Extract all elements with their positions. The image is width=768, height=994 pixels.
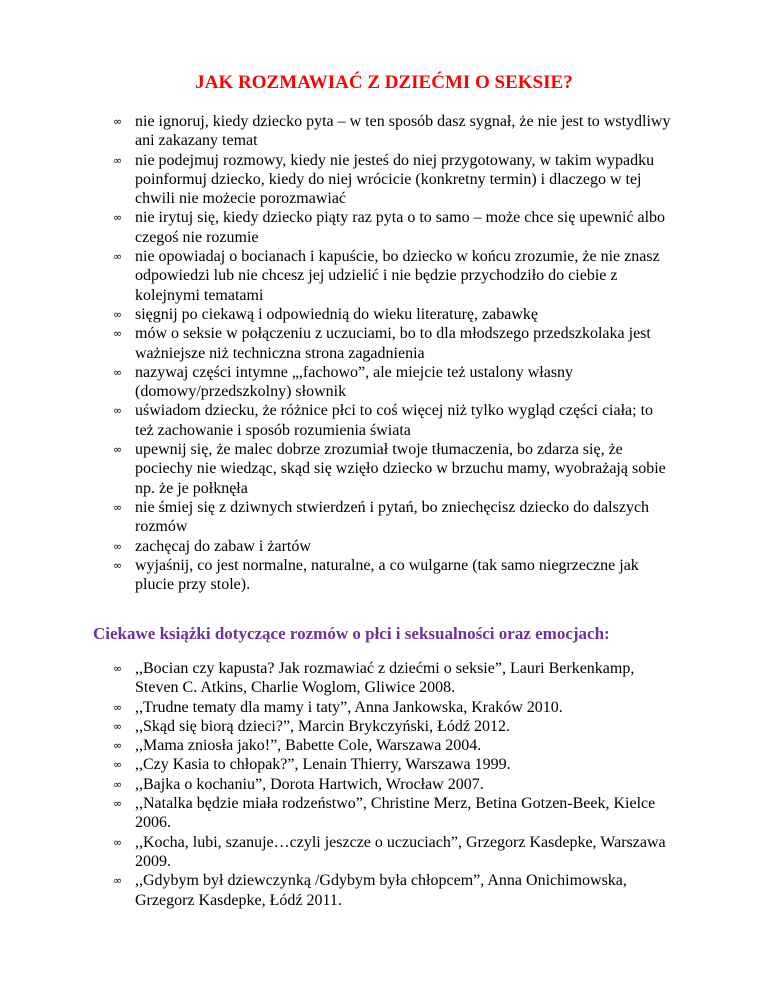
book-text: ,,Bajka o kochaniu”, Dorota Hartwich, Wrocław 2007. bbox=[135, 775, 484, 793]
infinity-bullet-icon: ∞ bbox=[113, 443, 123, 457]
infinity-bullet-icon: ∞ bbox=[113, 115, 123, 128]
book-item bbox=[113, 736, 673, 755]
page-title: JAK ROZMAWIAĆ Z DZIEĆMI O SEKSIE? bbox=[195, 72, 573, 93]
infinity-bullet-icon: ∞ bbox=[113, 539, 123, 553]
book-item bbox=[113, 871, 673, 910]
book-text: ,,Bocian czy kapusta? Jak rozmawiać z dziećmi o seksie”, Lauri Berkenkamp, Steven C. Atkins, Charlie Woglom, Gliwice 2008. bbox=[135, 660, 635, 697]
book-text: ,,Skąd się biorą dzieci?”, Marcin Brykczyński, Łódź 2012. bbox=[135, 717, 510, 735]
infinity-bullet-icon: ∞ bbox=[113, 739, 123, 753]
tip-text: sięgnij po ciekawą i odpowiednią do wieku literaturę, zabawkę bbox=[135, 305, 538, 323]
infinity-bullet-icon: ∞ bbox=[113, 777, 123, 791]
infinity-bullet-icon: ∞ bbox=[113, 307, 123, 321]
tip-item bbox=[113, 556, 673, 595]
infinity-bullet-icon: ∞ bbox=[113, 662, 123, 675]
tip-item bbox=[113, 112, 673, 151]
tip-text: nie podejmuj rozmowy, kiedy nie jesteś do niej przygotowany, w takim wypadku poinformuj dziecko, kiedy do niej wrócicie (konkretny termin) i dlaczego w tej chwili nie możecie porozmawiać bbox=[135, 151, 655, 208]
infinity-bullet-icon: ∞ bbox=[113, 835, 123, 849]
infinity-bullet-icon: ∞ bbox=[113, 153, 123, 167]
infinity-bullet-icon: ∞ bbox=[113, 365, 123, 379]
tip-text: mów o seksie w połączeniu z uczuciami, bo to dla młodszego przedszkolaka jest ważniejsze niż techniczna strona zagadnienia bbox=[135, 325, 651, 362]
infinity-bullet-icon: ∞ bbox=[113, 250, 123, 264]
tip-item bbox=[113, 498, 673, 537]
tip-text: uświadom dziecku, że różnice płci to coś więcej niż tylko wygląd części ciała; to też zachowanie i sposób rozumienia świata bbox=[135, 402, 654, 439]
infinity-bullet-icon: ∞ bbox=[113, 874, 123, 888]
book-text: ,,Natalka będzie miała rodzeństwo”, Christine Merz, Betina Gotzen-Beek, Kielce 2006. bbox=[135, 795, 656, 832]
book-item bbox=[113, 659, 673, 698]
infinity-bullet-icon: ∞ bbox=[113, 327, 123, 341]
tip-item bbox=[113, 305, 673, 324]
tip-text: upewnij się, że malec dobrze zrozumiał twoje tłumaczenia, bo zdarza się, że pociechy nie wiedząc, skąd się wzięło dziecko w brzuchu mamy, wyobrażają sobie np. że je połknęła bbox=[135, 441, 666, 497]
books-heading: Ciekawe książki dotyczące rozmów o płci i seksualności oraz emocjach: bbox=[93, 624, 610, 643]
tip-text: zachęcaj do zabaw i żartów bbox=[135, 537, 311, 555]
book-item bbox=[113, 698, 673, 717]
tip-text: nazywaj części intymne „,fachowo”, ale miejcie też ustalony własny (domowy/przedszkolny) słownik bbox=[135, 363, 574, 401]
tip-item bbox=[113, 324, 673, 363]
infinity-bullet-icon: ∞ bbox=[113, 558, 123, 572]
book-text: ,,Trudne tematy dla mamy i taty”, Anna Jankowska, Kraków 2010. bbox=[135, 698, 563, 716]
infinity-bullet-icon: ∞ bbox=[113, 719, 123, 733]
tip-item bbox=[113, 208, 673, 247]
tip-item bbox=[113, 440, 673, 498]
book-text: ,,Czy Kasia to chłopak?”, Lenain Thierry, Warszawa 1999. bbox=[135, 756, 511, 774]
tips-list bbox=[113, 112, 673, 594]
infinity-bullet-icon: ∞ bbox=[113, 700, 123, 714]
tip-item bbox=[113, 363, 673, 402]
infinity-bullet-icon: ∞ bbox=[113, 758, 123, 772]
book-item bbox=[113, 794, 673, 833]
book-item bbox=[113, 755, 673, 774]
infinity-bullet-icon: ∞ bbox=[113, 404, 123, 418]
book-text: ,,Kocha, lubi, szanuje…czyli jeszcze o uczuciach”, Grzegorz Kasdepke, Warszawa 2009. bbox=[135, 833, 666, 870]
infinity-bullet-icon: ∞ bbox=[113, 797, 123, 811]
book-item bbox=[113, 775, 673, 794]
book-item bbox=[113, 717, 673, 736]
tip-text: nie ignoruj, kiedy dziecko pyta – w ten sposób dasz sygnał, że nie jest to wstydliwy ani zakazany temat bbox=[135, 113, 671, 150]
tip-item bbox=[113, 537, 673, 556]
book-item bbox=[113, 833, 673, 872]
tip-item bbox=[113, 401, 673, 440]
tip-item bbox=[113, 151, 673, 209]
book-text: ,,Mama zniosła jako!”, Babette Cole, Warszawa 2004. bbox=[135, 737, 482, 755]
tip-text: nie irytuj się, kiedy dziecko piąty raz pyta o to samo – może chce się upewnić albo czegoś nie rozumie bbox=[135, 209, 666, 246]
book-text: ,,Gdybym był dziewczynką /Gdybym była chłopcem”, Anna Onichimowska, Grzegorz Kasdepke, Łódź 2011. bbox=[135, 872, 627, 909]
infinity-bullet-icon: ∞ bbox=[113, 211, 123, 225]
tip-text: wyjaśnij, co jest normalne, naturalne, a co wulgarne (tak samo niegrzeczne jak plucie przy stole). bbox=[135, 556, 639, 594]
tip-text: nie śmiej się z dziwnych stwierdzeń i pytań, bo zniechęcisz dziecko do dalszych rozmów bbox=[135, 498, 650, 536]
infinity-bullet-icon: ∞ bbox=[113, 500, 123, 514]
tip-text: nie opowiadaj o bocianach i kapuście, bo dziecko w końcu zrozumie, że nie znasz odpowiedzi lub nie chcesz jej udzielić i nie będzie przychodziło do ciebie z kolejnymi tematami bbox=[135, 248, 660, 304]
tip-item bbox=[113, 247, 673, 305]
books-list bbox=[113, 659, 673, 910]
